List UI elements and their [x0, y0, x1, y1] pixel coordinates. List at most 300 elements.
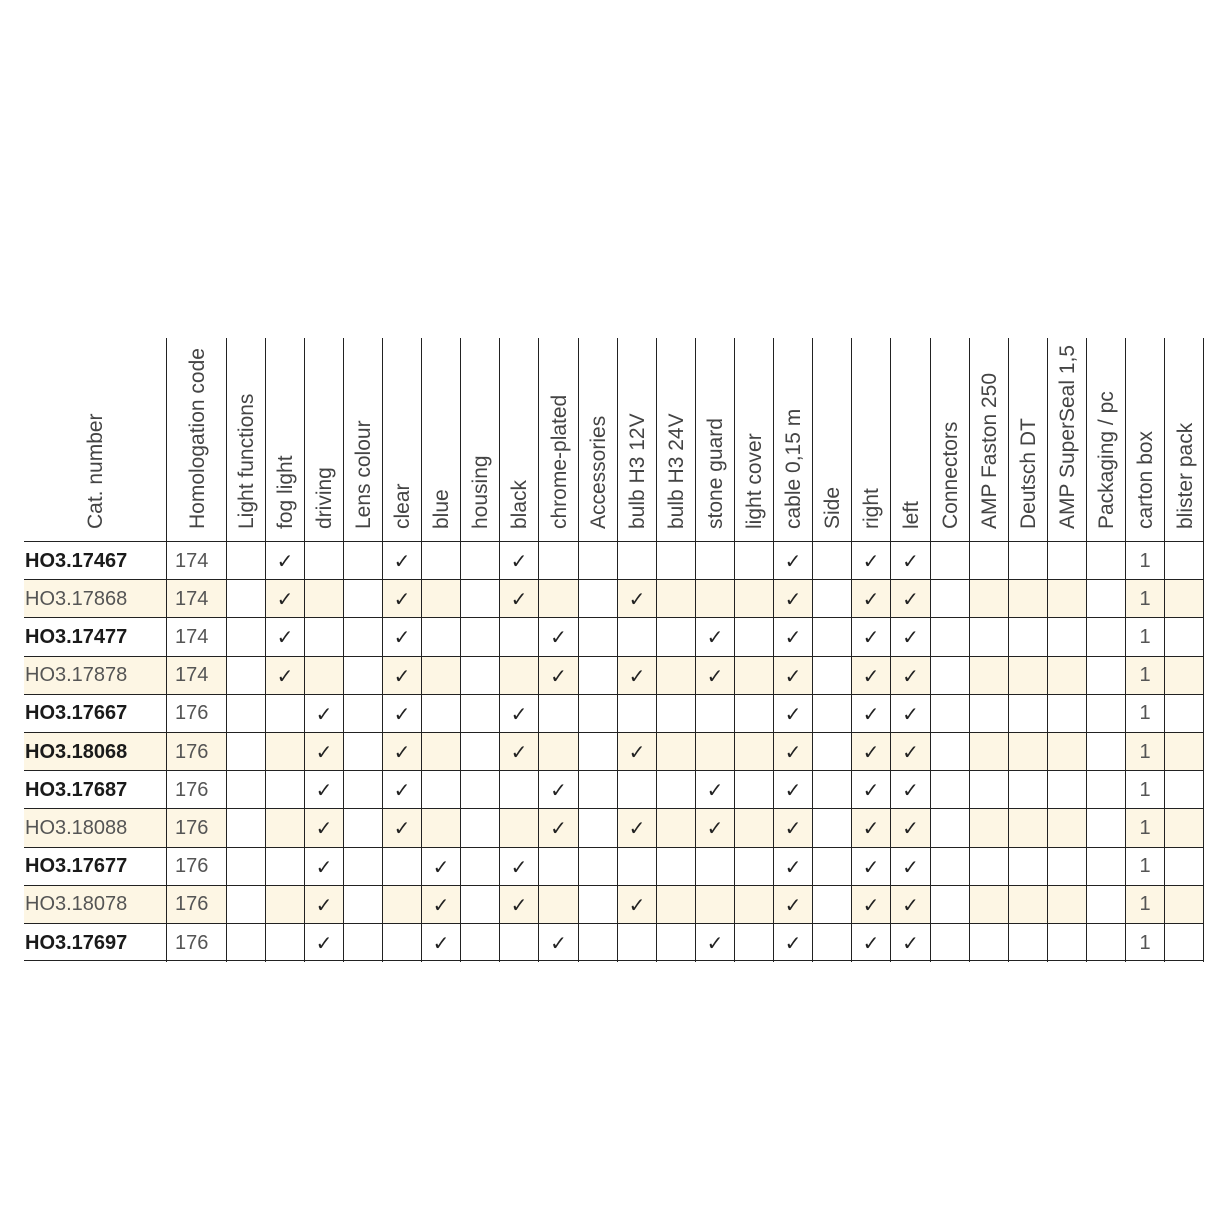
option-cell: [695, 924, 734, 962]
col-header-clear: [382, 338, 421, 541]
cat-number-cell: HO3.18078: [24, 886, 166, 924]
option-cell: [773, 809, 812, 847]
option-cell: [695, 542, 734, 580]
col-header-label: left: [899, 500, 923, 529]
col-header-chrome-plated: [538, 338, 578, 541]
col-header-homologation-code: [166, 338, 226, 541]
cell-value: 1: [1139, 664, 1151, 687]
option-cell: [656, 771, 695, 809]
option-cell: [969, 733, 1008, 771]
group-cell: [812, 848, 851, 886]
option-cell: [1164, 886, 1204, 924]
option-cell: [304, 695, 343, 733]
option-cell: [656, 542, 695, 580]
col-header-label: Packaging / pc: [1095, 391, 1118, 529]
option-cell: [890, 580, 930, 618]
group-cell: [1086, 580, 1125, 618]
option-cell: [695, 771, 734, 809]
option-cell: [265, 542, 304, 580]
option-cell: [890, 618, 930, 656]
option-cell: [734, 771, 773, 809]
group-cell: [343, 695, 382, 733]
check-icon: ✓: [862, 854, 880, 879]
cat-number-cell: HO3.17477: [25, 625, 128, 648]
option-cell: [734, 618, 773, 656]
option-cell: [617, 924, 656, 962]
option-cell: [1008, 618, 1047, 656]
group-cell: [226, 580, 265, 618]
option-cell: [617, 695, 656, 733]
group-cell: [343, 809, 382, 847]
col-header-label: right: [860, 488, 883, 529]
check-icon: ✓: [393, 740, 411, 765]
option-cell: [1047, 886, 1086, 924]
check-icon: ✓: [706, 625, 724, 650]
group-cell: [578, 618, 617, 656]
option-cell: [1164, 924, 1204, 962]
option-cell: [1125, 848, 1164, 886]
option-cell: [890, 695, 930, 733]
col-header-label: Light functions: [235, 393, 258, 529]
option-cell: [265, 924, 304, 962]
check-icon: ✓: [628, 740, 646, 765]
group-cell: [226, 924, 265, 962]
option-cell: [851, 695, 890, 733]
option-cell: [1125, 542, 1164, 580]
homologation-code-cell: [166, 580, 226, 618]
cat-number-cell: HO3.17697: [25, 931, 128, 954]
group-cell: [226, 771, 265, 809]
option-cell: [421, 771, 460, 809]
check-icon: ✓: [784, 740, 802, 765]
option-cell: [1008, 848, 1047, 886]
cat-number-cell: HO3.17868: [24, 580, 166, 618]
group-cell: [460, 809, 499, 847]
col-header-housing: [460, 338, 499, 541]
option-cell: [851, 924, 890, 962]
group-cell: [1086, 733, 1125, 771]
homologation-code-cell: [166, 771, 226, 809]
option-cell: [851, 733, 890, 771]
col-header-label: chrome-plated: [547, 394, 571, 529]
option-cell: [969, 580, 1008, 618]
option-cell: [1125, 809, 1164, 847]
option-cell: [538, 657, 578, 695]
option-cell: [304, 848, 343, 886]
check-icon: ✓: [902, 740, 919, 765]
option-cell: [304, 542, 343, 580]
check-icon: ✓: [550, 816, 567, 841]
option-cell: [1047, 618, 1086, 656]
option-cell: [265, 695, 304, 733]
col-header-cable-0-15-m: [773, 338, 812, 541]
option-cell: [1008, 580, 1047, 618]
option-cell: [734, 695, 773, 733]
cat-number-cell: HO3.17467: [25, 549, 128, 572]
check-icon: ✓: [276, 663, 294, 688]
option-cell: [969, 924, 1008, 962]
option-cell: [773, 771, 812, 809]
option-cell: [1125, 771, 1164, 809]
option-cell: [1164, 580, 1204, 618]
check-icon: ✓: [628, 816, 646, 841]
group-cell: [226, 542, 265, 580]
group-cell: [226, 886, 265, 924]
option-cell: [656, 848, 695, 886]
cat-number-cell: HO3.17687: [25, 778, 128, 801]
option-cell: [304, 924, 343, 962]
option-cell: [773, 733, 812, 771]
group-cell: [1086, 657, 1125, 695]
group-cell: [460, 580, 499, 618]
option-cell: [304, 733, 343, 771]
option-cell: [695, 618, 734, 656]
option-cell: [382, 657, 421, 695]
check-icon: ✓: [706, 931, 724, 956]
check-icon: ✓: [393, 663, 411, 688]
option-cell: [1008, 886, 1047, 924]
check-icon: ✓: [902, 587, 919, 612]
cell-value: 1: [1139, 931, 1151, 954]
option-cell: [656, 886, 695, 924]
check-icon: ✓: [706, 663, 724, 688]
option-cell: [851, 886, 890, 924]
table-row: [24, 732, 1204, 770]
col-header-left: [890, 338, 930, 541]
option-cell: [421, 848, 460, 886]
table-row: [24, 847, 1204, 885]
check-icon: ✓: [315, 740, 333, 765]
option-cell: [499, 809, 538, 847]
option-cell: [1164, 657, 1204, 695]
table-row: [24, 694, 1204, 732]
homologation-code: 176: [175, 702, 209, 725]
cat-number-cell: HO3.17677: [25, 855, 128, 878]
option-cell: [382, 733, 421, 771]
option-cell: [382, 618, 421, 656]
check-icon: ✓: [432, 931, 450, 956]
option-cell: [1047, 695, 1086, 733]
option-cell: [538, 809, 578, 847]
option-cell: [421, 886, 460, 924]
option-cell: [304, 809, 343, 847]
option-cell: [656, 809, 695, 847]
group-cell: [578, 809, 617, 847]
group-cell: [930, 695, 969, 733]
option-cell: [1008, 771, 1047, 809]
option-cell: [695, 580, 734, 618]
option-cell: [851, 542, 890, 580]
group-cell: [812, 924, 851, 962]
check-icon: ✓: [902, 931, 919, 956]
table-row: [24, 656, 1204, 694]
group-cell: [226, 695, 265, 733]
option-cell: [538, 542, 578, 580]
group-cell: [1086, 886, 1125, 924]
option-cell: [421, 924, 460, 962]
check-icon: ✓: [784, 931, 802, 956]
option-cell: [538, 733, 578, 771]
check-icon: ✓: [902, 701, 919, 726]
check-icon: ✓: [902, 816, 919, 841]
option-cell: [1164, 542, 1204, 580]
homologation-code: 176: [175, 931, 209, 954]
group-cell: [460, 848, 499, 886]
option-cell: [734, 886, 773, 924]
option-cell: [1008, 924, 1047, 962]
col-header-side: [812, 338, 851, 541]
check-icon: ✓: [393, 587, 411, 612]
check-icon: ✓: [862, 931, 880, 956]
option-cell: [734, 809, 773, 847]
option-cell: [656, 733, 695, 771]
option-cell: [421, 733, 460, 771]
group-cell: [343, 733, 382, 771]
group-cell: [578, 695, 617, 733]
option-cell: [1125, 657, 1164, 695]
group-cell: [578, 886, 617, 924]
option-cell: [656, 924, 695, 962]
group-cell: [812, 618, 851, 656]
col-header-label: Deutsch DT: [1017, 418, 1040, 529]
option-cell: [617, 733, 656, 771]
option-cell: [695, 886, 734, 924]
option-cell: [1164, 695, 1204, 733]
check-icon: ✓: [862, 587, 880, 612]
option-cell: [1008, 695, 1047, 733]
group-cell: [1086, 695, 1125, 733]
option-cell: [1008, 809, 1047, 847]
check-icon: ✓: [510, 854, 528, 879]
col-header-fog-light: [265, 338, 304, 541]
group-cell: [812, 809, 851, 847]
group-cell: [812, 771, 851, 809]
option-cell: [382, 886, 421, 924]
check-icon: ✓: [862, 549, 880, 574]
option-cell: [499, 580, 538, 618]
option-cell: [734, 542, 773, 580]
option-cell: [1008, 542, 1047, 580]
check-icon: ✓: [510, 892, 528, 917]
check-icon: ✓: [902, 663, 919, 688]
group-cell: [343, 924, 382, 962]
check-icon: ✓: [784, 816, 802, 841]
homologation-code-cell: [166, 886, 226, 924]
option-cell: [695, 848, 734, 886]
check-icon: ✓: [393, 701, 411, 726]
col-header-stone-guard: [695, 338, 734, 541]
group-cell: [930, 809, 969, 847]
check-icon: ✓: [784, 854, 802, 879]
homologation-code-cell: [166, 618, 226, 656]
option-cell: [617, 771, 656, 809]
group-cell: [460, 542, 499, 580]
option-cell: [421, 542, 460, 580]
option-cell: [773, 657, 812, 695]
option-cell: [890, 733, 930, 771]
check-icon: ✓: [784, 663, 802, 688]
group-cell: [930, 542, 969, 580]
cell-value: 1: [1139, 778, 1151, 801]
option-cell: [538, 580, 578, 618]
option-cell: [969, 695, 1008, 733]
option-cell: [1164, 771, 1204, 809]
homologation-code: 176: [175, 893, 209, 916]
homologation-code-cell: [166, 695, 226, 733]
option-cell: [538, 618, 578, 656]
option-cell: [851, 657, 890, 695]
check-icon: ✓: [510, 740, 528, 765]
col-header-right: [851, 338, 890, 541]
option-cell: [265, 657, 304, 695]
homologation-code: 174: [175, 549, 209, 572]
option-cell: [421, 580, 460, 618]
group-cell: [578, 848, 617, 886]
option-cell: [382, 809, 421, 847]
option-cell: [499, 618, 538, 656]
table-row: [24, 808, 1204, 846]
col-header-label: cable 0,15 m: [782, 408, 805, 529]
option-cell: [1047, 771, 1086, 809]
option-cell: [499, 886, 538, 924]
option-cell: [890, 542, 930, 580]
check-icon: ✓: [784, 701, 802, 726]
col-header-label: Accessories: [587, 415, 610, 529]
option-cell: [1125, 618, 1164, 656]
col-header-label: carton box: [1134, 430, 1157, 529]
group-cell: [578, 657, 617, 695]
option-cell: [734, 848, 773, 886]
col-header-label: housing: [469, 455, 492, 529]
option-cell: [265, 618, 304, 656]
group-cell: [460, 886, 499, 924]
group-cell: [1086, 924, 1125, 962]
option-cell: [499, 733, 538, 771]
check-icon: ✓: [393, 549, 411, 574]
group-cell: [460, 771, 499, 809]
option-cell: [734, 733, 773, 771]
option-cell: [1047, 657, 1086, 695]
group-cell: [226, 809, 265, 847]
col-header-blue: [421, 338, 460, 541]
col-header-label: clear: [391, 483, 414, 529]
option-cell: [656, 618, 695, 656]
cell-value: 1: [1139, 625, 1151, 648]
option-cell: [499, 695, 538, 733]
option-cell: [773, 848, 812, 886]
option-cell: [773, 886, 812, 924]
option-cell: [421, 695, 460, 733]
option-cell: [1008, 657, 1047, 695]
group-cell: [343, 657, 382, 695]
check-icon: ✓: [706, 778, 724, 803]
option-cell: [695, 695, 734, 733]
option-cell: [265, 809, 304, 847]
option-cell: [1047, 848, 1086, 886]
option-cell: [1125, 695, 1164, 733]
option-cell: [773, 618, 812, 656]
col-header-bulb-h3-24v: [656, 338, 695, 541]
cat-number-cell: HO3.18088: [24, 809, 166, 847]
option-cell: [773, 695, 812, 733]
col-header-connectors: [930, 338, 969, 541]
cat-number-cell: HO3.18068: [24, 733, 166, 771]
group-cell: [930, 771, 969, 809]
option-cell: [734, 924, 773, 962]
option-cell: [1164, 848, 1204, 886]
homologation-code: 176: [175, 740, 209, 763]
option-cell: [969, 809, 1008, 847]
group-cell: [930, 657, 969, 695]
check-icon: ✓: [393, 625, 411, 650]
group-cell: [812, 886, 851, 924]
col-header-label: AMP SuperSeal 1,5: [1056, 344, 1079, 529]
check-icon: ✓: [862, 740, 880, 765]
check-icon: ✓: [393, 778, 411, 803]
option-cell: [538, 886, 578, 924]
col-header-amp-faston-250: [969, 338, 1008, 541]
group-cell: [578, 733, 617, 771]
col-header-deutsch-dt: [1008, 338, 1047, 541]
cell-value: 1: [1139, 740, 1151, 763]
col-header-blister-pack: [1164, 338, 1204, 541]
check-icon: ✓: [315, 854, 333, 879]
group-cell: [812, 695, 851, 733]
check-icon: ✓: [902, 778, 919, 803]
group-cell: [930, 924, 969, 962]
homologation-code-cell: [166, 924, 226, 962]
group-cell: [578, 924, 617, 962]
option-cell: [382, 580, 421, 618]
group-cell: [578, 771, 617, 809]
option-cell: [617, 886, 656, 924]
table-row: [24, 923, 1204, 961]
option-cell: [1047, 542, 1086, 580]
option-cell: [499, 542, 538, 580]
table-row: [24, 541, 1204, 579]
check-icon: ✓: [784, 625, 802, 650]
option-cell: [695, 809, 734, 847]
option-cell: [304, 618, 343, 656]
check-icon: ✓: [902, 892, 919, 917]
option-cell: [695, 733, 734, 771]
cell-value: 1: [1139, 855, 1151, 878]
col-header-carton-box: [1125, 338, 1164, 541]
group-cell: [812, 580, 851, 618]
option-cell: [734, 657, 773, 695]
option-cell: [890, 924, 930, 962]
col-header-label: black: [508, 479, 531, 529]
option-cell: [1125, 924, 1164, 962]
option-cell: [538, 771, 578, 809]
col-header-label: Connectors: [939, 421, 962, 529]
option-cell: [890, 848, 930, 886]
option-cell: [421, 618, 460, 656]
homologation-code-cell: [166, 809, 226, 847]
option-cell: [617, 580, 656, 618]
option-cell: [890, 886, 930, 924]
check-icon: ✓: [315, 892, 333, 917]
option-cell: [656, 657, 695, 695]
check-icon: ✓: [628, 587, 646, 612]
option-cell: [382, 924, 421, 962]
group-cell: [578, 542, 617, 580]
check-icon: ✓: [393, 816, 411, 841]
check-icon: ✓: [276, 549, 294, 574]
option-cell: [265, 848, 304, 886]
check-icon: ✓: [862, 701, 880, 726]
option-cell: [617, 657, 656, 695]
